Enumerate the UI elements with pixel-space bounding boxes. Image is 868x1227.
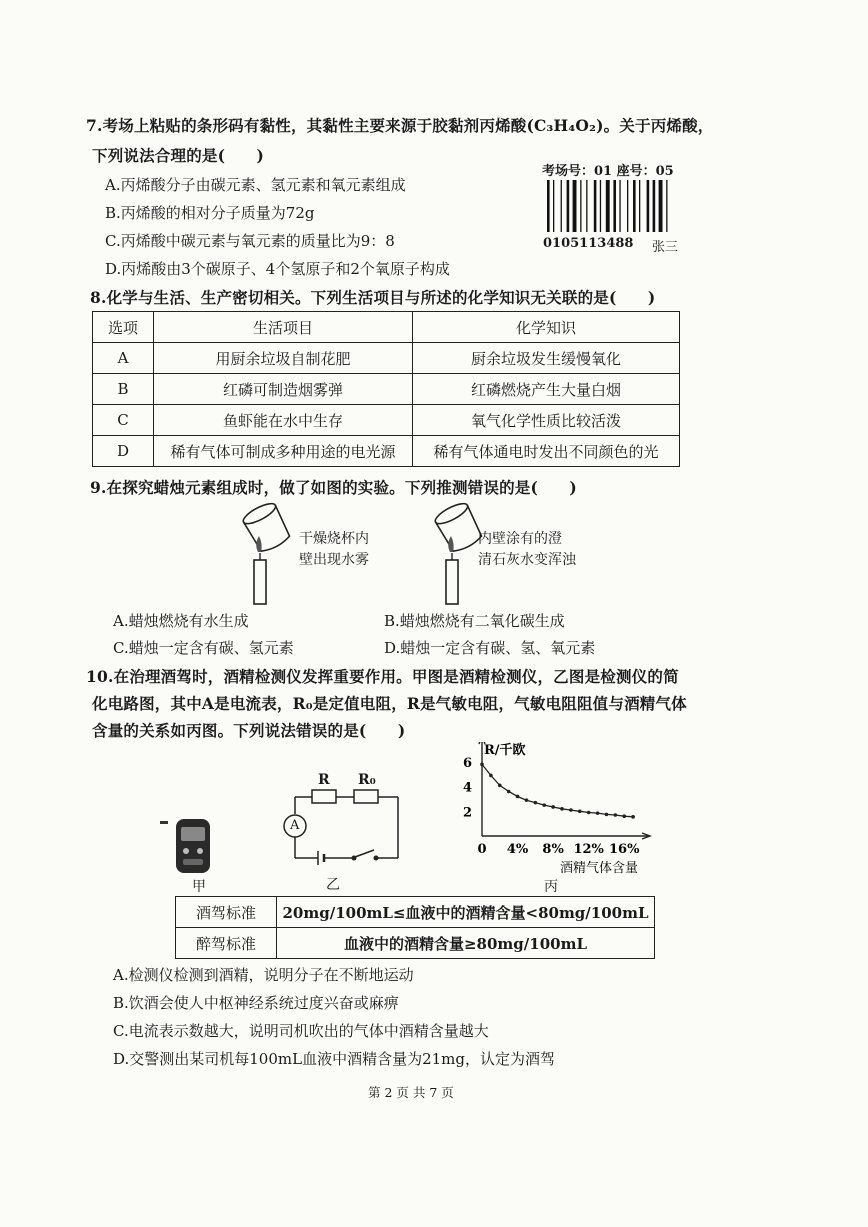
barcode-image	[545, 180, 685, 232]
q8-table	[92, 311, 680, 467]
table-row	[93, 343, 680, 374]
barcode-bar	[653, 180, 656, 232]
table-cell: 红磷燃烧产生大量白烟	[413, 374, 680, 405]
barcode-bar	[606, 180, 610, 232]
table-cell: 稀有气体通电时发出不同颜色的光	[413, 436, 680, 467]
barcode-bar	[659, 180, 663, 232]
table-cell: 醉驾标准	[176, 928, 277, 959]
q10-stem-line1: 10.在治理酒驾时，酒精检测仪发挥重要作用。甲图是酒精检测仪，乙图是检测仪的简	[86, 667, 679, 686]
table-cell: A	[93, 343, 154, 374]
barcode-name: 张三	[652, 240, 679, 255]
data-point	[542, 803, 546, 807]
table-cell: 用厨余垃圾自制花肥	[154, 343, 413, 374]
drunk-driving-standard-table	[175, 896, 655, 959]
table-row	[93, 374, 680, 405]
table-cell: 酒驾标准	[176, 897, 277, 928]
barcode-bar	[619, 180, 620, 232]
q10-option-c: C.电流表示数越大，说明司机吹出的气体中酒精含量越大	[113, 1022, 489, 1040]
q10-stem-line2: 化电路图，其中A是电流表，R₀是定值电阻，R是气敏电阻，气敏电阻阻值与酒精气体	[92, 694, 687, 713]
barcode-bar	[633, 180, 636, 232]
data-point	[569, 808, 573, 812]
data-point	[596, 811, 600, 815]
barcode-bar	[547, 180, 550, 232]
table-row	[176, 897, 655, 928]
data-point	[525, 798, 529, 802]
x-tick-label: 4%	[506, 842, 529, 857]
table-cell: 20mg/100mL≤血液中的酒精含量<80mg/100mL	[277, 897, 655, 928]
q10-stem-line3: 含量的关系如丙图。下列说法错误的是( )	[92, 721, 406, 740]
q7-option-b: B.丙烯酸的相对分子质量为72g	[105, 204, 315, 222]
q7-option-a: A.丙烯酸分子由碳元素、氢元素和氧元素组成	[105, 176, 406, 194]
data-point	[578, 809, 582, 813]
data-point	[489, 774, 493, 778]
barcode-bar	[567, 180, 570, 232]
data-point	[614, 813, 618, 817]
barcode-bar	[666, 180, 667, 232]
data-point	[498, 784, 502, 788]
y-tick-label: 2	[462, 805, 472, 821]
q10-option-a: A.检测仪检测到酒精，说明分子在不断地运动	[113, 966, 414, 984]
circuit-label-r: R	[318, 772, 330, 788]
data-point	[516, 795, 520, 799]
ammeter-label: A	[290, 818, 300, 833]
table-header-row	[93, 312, 680, 343]
table-cell: 厨余垃圾发生缓慢氧化	[413, 343, 680, 374]
q7-option-d: D.丙烯酸由3个碳原子、4个氢原子和2个氧原子构成	[105, 260, 450, 278]
barcode-header: 考场号：01 座号：05	[542, 164, 674, 179]
x-axis-label: 酒精气体含量	[560, 861, 639, 874]
candle-dry-beaker-diagram	[232, 500, 302, 610]
q8-stem: 8.化学与生活、生产密切相关。下列生活项目与所述的化学知识无关联的是( )	[90, 288, 656, 307]
q9-option-a: A.蜡烛燃烧有水生成	[113, 612, 249, 630]
y-tick-label: 6	[462, 755, 472, 771]
y-axis-label: R/千欧	[484, 743, 526, 758]
table-cell: 稀有气体可制成多种用途的电光源	[154, 436, 413, 467]
circuit-label-r0: R₀	[358, 772, 376, 788]
q9-label-right-1: 内壁涂有的澄	[478, 531, 562, 547]
table-cell: 鱼虾能在水中生存	[154, 405, 413, 436]
table-header-cell: 化学知识	[413, 312, 680, 343]
q7-stem-line1: 7.考场上粘贴的条形码有黏性，其黏性主要来源于胶黏剂丙烯酸(C₃H₄O₂)。关于丙烯酸，	[86, 116, 714, 135]
data-point	[560, 807, 564, 811]
x-tick-label: 0	[477, 842, 487, 857]
q7-stem-line2: 下列说法合理的是( )	[92, 146, 265, 165]
data-point	[605, 813, 609, 817]
barcode-bar	[613, 180, 616, 232]
x-tick-label: 12%	[573, 842, 604, 857]
table-row	[93, 436, 680, 467]
table-row	[176, 928, 655, 959]
q9-label-left-2: 壁出现水雾	[299, 552, 369, 568]
q9-label-right-2: 清石灰水变浑浊	[478, 552, 576, 568]
q10-option-d: D.交警测出某司机每100mL血液中酒精含量为21mg，认定为酒驾	[113, 1050, 555, 1068]
barcode-bar	[586, 180, 587, 232]
barcode-bar	[580, 180, 581, 232]
data-point	[551, 805, 555, 809]
table-cell: 红磷可制造烟雾弹	[154, 374, 413, 405]
table-cell: B	[93, 374, 154, 405]
table-header-cell: 生活项目	[154, 312, 413, 343]
fig-label-yi: 乙	[326, 877, 340, 893]
table-cell: D	[93, 436, 154, 467]
data-point	[622, 814, 626, 818]
x-tick-label: 16%	[608, 842, 640, 857]
q9-stem: 9.在探究蜡烛元素组成时，做了如图的实验。下列推测错误的是( )	[90, 478, 577, 497]
q9-option-d: D.蜡烛一定含有碳、氢、氧元素	[384, 639, 596, 657]
barcode-bar	[594, 180, 597, 232]
barcode-number: 0105113488	[543, 236, 634, 251]
y-tick-label: 4	[462, 780, 472, 796]
barcode-bar	[639, 180, 640, 232]
table-header-cell: 选项	[93, 312, 154, 343]
page-footer: 第 2 页 共 7 页	[368, 1085, 454, 1100]
table-cell: C	[93, 405, 154, 436]
q9-option-c: C.蜡烛一定含有碳、氢元素	[113, 639, 294, 657]
data-point	[631, 815, 635, 819]
barcode-bar	[573, 180, 577, 232]
data-point	[587, 811, 591, 815]
barcode-bar	[600, 180, 601, 232]
resistance-concentration-chart	[462, 742, 662, 874]
series-line	[482, 764, 633, 817]
table-cell: 血液中的酒精含量≥80mg/100mL	[277, 928, 655, 959]
barcode-bar	[647, 180, 650, 232]
barcode-bar	[553, 180, 554, 232]
table-cell: 氧气化学性质比较活泼	[413, 405, 680, 436]
barcode-bar	[561, 180, 562, 232]
x-tick-label: 8%	[542, 842, 564, 857]
barcode-bar	[627, 180, 628, 232]
fig-label-bing: 丙	[544, 879, 558, 895]
q9-option-b: B.蜡烛燃烧有二氧化碳生成	[384, 612, 565, 630]
data-point	[480, 763, 484, 767]
table-row	[93, 405, 680, 436]
q10-option-b: B.饮酒会使人中枢神经系统过度兴奋或麻痹	[113, 994, 399, 1012]
q9-label-left-1: 干燥烧杯内	[299, 531, 369, 547]
data-point	[507, 790, 511, 794]
q7-option-c: C.丙烯酸中碳元素与氧元素的质量比为9：8	[105, 232, 395, 250]
fig-label-jia: 甲	[192, 879, 206, 895]
breathalyzer-device-image	[158, 815, 218, 877]
data-point	[534, 801, 538, 805]
